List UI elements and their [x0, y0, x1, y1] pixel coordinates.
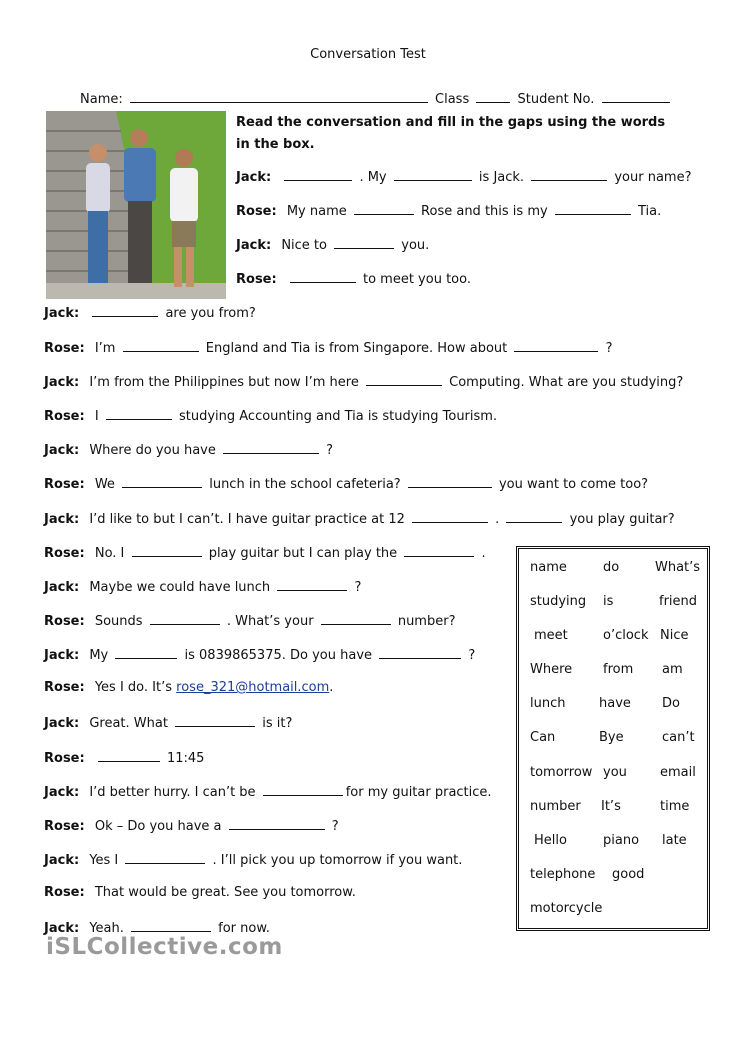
- gap-blank[interactable]: [125, 851, 205, 864]
- word: name: [530, 560, 567, 575]
- word: is: [603, 594, 614, 609]
- line-text: My name: [286, 204, 347, 219]
- dialogue-line: [236, 202, 661, 219]
- line-text: .: [481, 546, 486, 561]
- word: Can: [530, 730, 556, 745]
- line-text: Yeah.: [89, 921, 124, 936]
- dialogue-line: [236, 236, 429, 253]
- gap-blank[interactable]: [379, 646, 461, 659]
- line-text: England and Tia is from Singapore. How about: [205, 341, 508, 356]
- gap-blank[interactable]: [408, 475, 492, 488]
- dialogue-line: [44, 749, 204, 766]
- line-text: for my guitar practice.: [345, 785, 492, 800]
- instructions: Read the conversation and fill in the gaps using the words in the box.: [236, 115, 666, 152]
- line-text: you want to come too?: [498, 477, 649, 492]
- students-photo: [46, 111, 226, 299]
- word: What’s: [655, 560, 701, 575]
- speaker: Jack:: [44, 580, 80, 595]
- class-blank[interactable]: [476, 90, 510, 103]
- line-text: your name?: [614, 170, 692, 185]
- gap-blank[interactable]: [150, 612, 220, 625]
- dialogue-line: [44, 783, 492, 800]
- student-info-header: [80, 90, 673, 107]
- gap-blank[interactable]: [531, 168, 607, 181]
- word: It’s: [601, 799, 621, 814]
- gap-blank[interactable]: [394, 168, 472, 181]
- line-text: Rose and this is my: [421, 204, 548, 219]
- line-text: lunch in the school cafeteria?: [209, 477, 401, 492]
- gap-blank[interactable]: [412, 510, 488, 523]
- speaker: Jack:: [44, 785, 80, 800]
- gap-blank[interactable]: [123, 339, 199, 352]
- line-text: That would be great. See you tomorrow.: [94, 885, 356, 900]
- word: you: [603, 765, 627, 780]
- line-text: ?: [326, 443, 334, 458]
- word: o’clock: [603, 628, 649, 643]
- dialogue-line: [44, 851, 462, 868]
- line-text: is 0839865375. Do you have: [184, 648, 373, 663]
- line-text: Computing. What are you studying?: [449, 375, 684, 390]
- line-text: is it?: [262, 716, 293, 731]
- gap-blank[interactable]: [284, 168, 352, 181]
- gap-blank[interactable]: [514, 339, 598, 352]
- gap-blank[interactable]: [98, 749, 160, 762]
- watermark-logo: iSLCollective.com: [46, 934, 283, 960]
- line-text: is Jack.: [478, 170, 525, 185]
- dialogue-line: [44, 885, 356, 900]
- dialogue-line: [236, 270, 471, 287]
- line-text: I’m from the Philippines but now I’m here: [89, 375, 359, 390]
- line-text: I’m: [94, 341, 116, 356]
- speaker: Rose:: [44, 546, 85, 561]
- line-text: ?: [331, 819, 339, 834]
- line-text: you.: [401, 238, 430, 253]
- line-text: I: [94, 409, 99, 424]
- dialogue-line: [44, 612, 455, 629]
- gap-blank[interactable]: [366, 373, 442, 386]
- word: Where: [530, 662, 573, 677]
- line-text: I’d like to but I can’t. I have guitar practice at 12: [89, 512, 405, 527]
- speaker: Jack:: [44, 306, 80, 321]
- gap-blank[interactable]: [277, 578, 347, 591]
- word: telephone: [530, 867, 596, 882]
- speaker: Rose:: [44, 614, 85, 629]
- speaker: Rose:: [236, 272, 277, 287]
- gap-blank[interactable]: [290, 270, 356, 283]
- line-text: are you from?: [165, 306, 256, 321]
- dialogue-line: [44, 475, 648, 492]
- word: number: [530, 799, 581, 814]
- word: Nice: [660, 628, 689, 643]
- speaker: Rose:: [236, 204, 277, 219]
- gap-blank[interactable]: [334, 236, 394, 249]
- word: have: [599, 696, 631, 711]
- word: Do: [662, 696, 680, 711]
- word: email: [660, 765, 696, 780]
- speaker: Rose:: [44, 819, 85, 834]
- student-no-blank[interactable]: [602, 90, 670, 103]
- dialogue-line: [44, 817, 339, 834]
- email-link[interactable]: rose_321@hotmail.com: [176, 680, 330, 695]
- gap-blank[interactable]: [263, 783, 343, 796]
- speaker: Jack:: [44, 375, 80, 390]
- line-text: Sounds: [94, 614, 143, 629]
- gap-blank[interactable]: [354, 202, 414, 215]
- word: late: [662, 833, 687, 848]
- name-blank[interactable]: [130, 90, 428, 103]
- dialogue-line: [44, 304, 256, 321]
- word-box: [516, 546, 710, 931]
- line-text: studying Accounting and Tia is studying Tourism.: [178, 409, 498, 424]
- name-label: Name:: [80, 92, 123, 107]
- gap-blank[interactable]: [404, 544, 474, 557]
- line-text: Ok – Do you have a: [94, 819, 222, 834]
- line-text: Where do you have: [89, 443, 216, 458]
- gap-blank[interactable]: [555, 202, 631, 215]
- line-text: Great. What: [89, 716, 168, 731]
- line-text: 11:45: [166, 751, 205, 766]
- line-text: play guitar but I can play the: [208, 546, 398, 561]
- speaker: Rose:: [44, 341, 85, 356]
- word: lunch: [530, 696, 566, 711]
- speaker: Jack:: [236, 238, 272, 253]
- speaker: Rose:: [44, 477, 85, 492]
- dialogue-line: [44, 441, 333, 458]
- gap-blank[interactable]: [131, 919, 211, 932]
- word: piano: [603, 833, 640, 848]
- gap-blank[interactable]: [175, 714, 255, 727]
- line-text: ?: [605, 341, 613, 356]
- speaker: Jack:: [44, 443, 80, 458]
- line-text: Yes I: [89, 853, 119, 868]
- gap-blank[interactable]: [223, 441, 319, 454]
- gap-blank[interactable]: [115, 646, 177, 659]
- word: motorcycle: [530, 901, 603, 916]
- dialogue-line: [44, 680, 333, 695]
- word: Bye: [599, 730, 624, 745]
- line-text: Tia.: [637, 204, 662, 219]
- line-text: ?: [354, 580, 362, 595]
- line-text: My: [89, 648, 109, 663]
- line-text: .: [329, 680, 334, 695]
- dialogue-line: [44, 510, 675, 527]
- line-text: Maybe we could have lunch: [89, 580, 271, 595]
- word: am: [662, 662, 683, 677]
- line-text: .: [495, 512, 500, 527]
- speaker: Rose:: [44, 885, 85, 900]
- gap-blank[interactable]: [321, 612, 391, 625]
- dialogue-line: [44, 578, 361, 595]
- line-text: to meet you too.: [362, 272, 471, 287]
- line-text: for now.: [218, 921, 270, 936]
- line-text: number?: [397, 614, 456, 629]
- gap-blank[interactable]: [132, 544, 202, 557]
- student-no-label: Student No.: [517, 92, 595, 107]
- line-text: . My: [359, 170, 387, 185]
- speaker: Jack:: [44, 921, 80, 936]
- class-label: Class: [435, 92, 470, 107]
- line-text: Yes I do. It’s: [94, 680, 173, 695]
- line-text: you play guitar?: [569, 512, 675, 527]
- gap-blank[interactable]: [92, 304, 158, 317]
- word: do: [603, 560, 620, 575]
- gap-blank[interactable]: [506, 510, 562, 523]
- line-text: . What’s your: [226, 614, 314, 629]
- dialogue-line: [44, 714, 292, 731]
- speaker: Jack:: [44, 648, 80, 663]
- word: time: [660, 799, 690, 814]
- word: tomorrow: [530, 765, 593, 780]
- word: from: [603, 662, 634, 677]
- gap-blank[interactable]: [106, 407, 172, 420]
- speaker: Rose:: [44, 751, 85, 766]
- line-text: Nice to: [281, 238, 327, 253]
- speaker: Jack:: [44, 716, 80, 731]
- speaker: Jack:: [236, 170, 272, 185]
- speaker: Rose:: [44, 680, 85, 695]
- word: good: [612, 867, 645, 882]
- line-text: . I’ll pick you up tomorrow if you want.: [212, 853, 463, 868]
- line-text: No. I: [94, 546, 125, 561]
- page-title: Conversation Test: [310, 47, 426, 62]
- dialogue-line: [44, 373, 683, 390]
- word: Hello: [534, 833, 567, 848]
- dialogue-line: [44, 646, 475, 663]
- gap-blank[interactable]: [229, 817, 325, 830]
- speaker: Rose:: [44, 409, 85, 424]
- word: meet: [534, 628, 568, 643]
- speaker: Jack:: [44, 512, 80, 527]
- speaker: Jack:: [44, 853, 80, 868]
- word: can’t: [662, 730, 695, 745]
- dialogue-line: [44, 544, 486, 561]
- line-text: We: [94, 477, 115, 492]
- dialogue-line: [44, 407, 497, 424]
- word: friend: [659, 594, 698, 609]
- gap-blank[interactable]: [122, 475, 202, 488]
- word: studying: [530, 594, 587, 609]
- dialogue-line: [236, 168, 691, 185]
- line-text: I’d better hurry. I can’t be: [89, 785, 256, 800]
- line-text: ?: [468, 648, 476, 663]
- dialogue-line: [44, 339, 612, 356]
